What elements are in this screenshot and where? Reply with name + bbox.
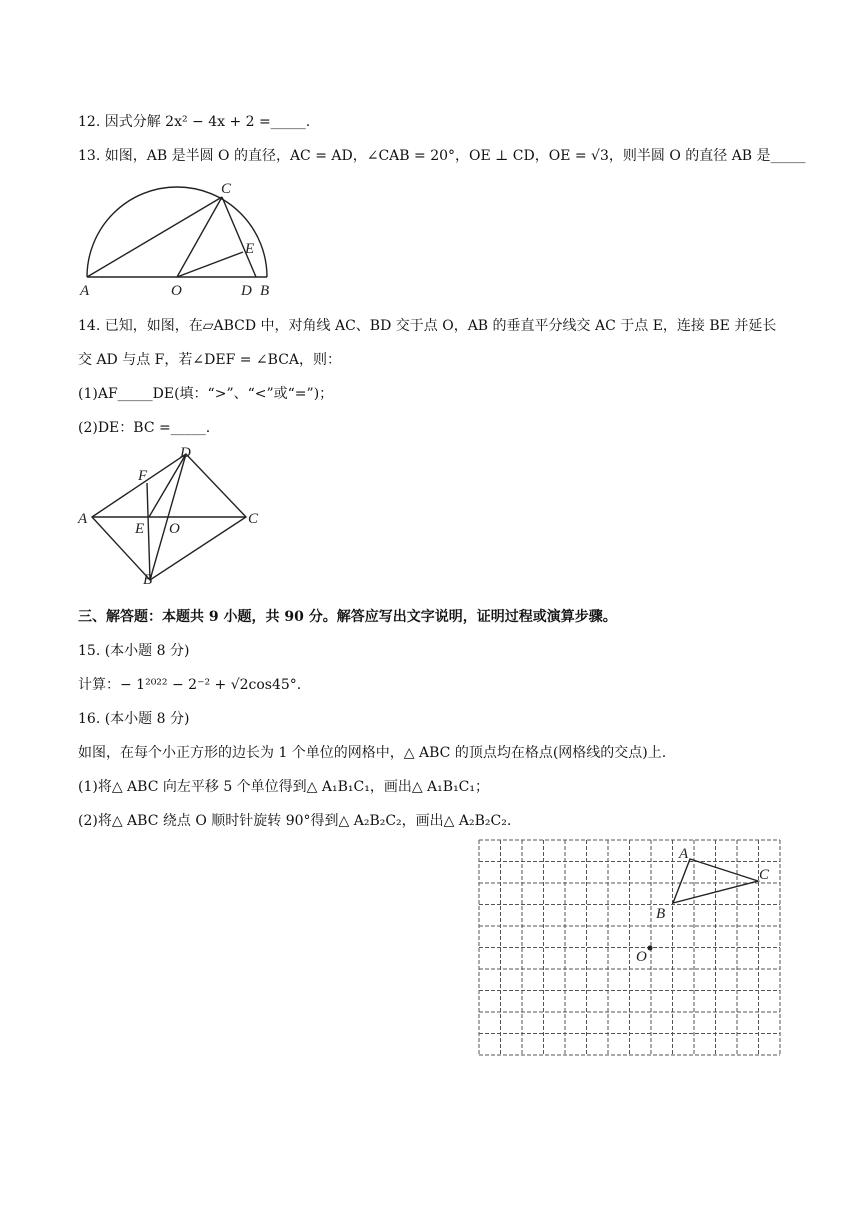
figure-14-parallelogram	[76, 442, 276, 584]
point-label-D: D	[180, 445, 191, 461]
question-16-part-1: (1)将△ ABC 向左平移 5 个单位得到△ A₁B₁C₁，画出△ A₁B₁C₁；	[78, 779, 490, 795]
semicircle-arc	[87, 187, 267, 277]
question-14-line-1: 14. 已知，如图，在▱ABCD 中，对角线 AC、BD 交于点 O，AB 的垂直平分线交 AC 于点 E，连接 BE 并延长	[78, 318, 777, 334]
figure-16-grid	[476, 838, 782, 1058]
question-12: 12. 因式分解 2x² − 4x + 2 =_____.	[78, 114, 311, 130]
point-label-B: B	[143, 572, 153, 584]
point-label-C: C	[248, 511, 259, 527]
point-label-O: O	[169, 521, 180, 537]
point-label-E: E	[245, 241, 255, 257]
point-label-C: C	[221, 181, 232, 197]
segment-OC	[177, 197, 222, 277]
point-label-B: B	[260, 283, 270, 299]
segment-DE	[149, 454, 186, 517]
point-label-E: E	[135, 521, 145, 537]
section-3-heading: 三、解答题：本题共 9 小题，共 90 分。解答应写出文字说明，证明过程或演算步骤。	[78, 609, 617, 625]
point-label-O: O	[636, 949, 647, 965]
point-O-dot	[648, 946, 653, 951]
question-15-body: 计算：− 1²⁰²² − 2⁻² + √2cos45°.	[78, 677, 302, 693]
question-13: 13. 如图，AB 是半圆 O 的直径，AC = AD，∠CAB = 20°，OE ⊥ CD，OE = √3，则半圆 O 的直径 AB 是_____	[78, 148, 806, 164]
figure-13-semicircle	[76, 176, 286, 302]
point-label-D: D	[241, 283, 252, 299]
question-14-part-1: (1)AF_____DE(填：“>”、“<”或“=”)；	[78, 386, 334, 402]
segment-AC	[87, 197, 222, 277]
point-label-O: O	[171, 283, 182, 299]
question-16-part-2: (2)将△ ABC 绕点 O 顺时针旋转 90°得到△ A₂B₂C₂，画出△ A₂B₂C₂.	[78, 813, 512, 829]
point-label-A: A	[80, 283, 90, 299]
question-15-heading: 15. (本小题 8 分)	[78, 643, 190, 659]
point-label-A: A	[78, 511, 88, 527]
point-label-C: C	[759, 867, 770, 883]
segment-CD	[222, 197, 256, 277]
segment-BF	[147, 483, 150, 580]
point-label-F: F	[138, 468, 148, 484]
point-label-A: A	[679, 846, 689, 862]
segment-OE	[177, 252, 243, 277]
question-16-heading: 16. (本小题 8 分)	[78, 711, 190, 727]
question-14-line-2: 交 AD 与点 F，若∠DEF = ∠BCA，则：	[78, 352, 342, 368]
question-14-part-2: (2)DE：BC =_____.	[78, 420, 211, 436]
question-16-body: 如图，在每个小正方形的边长为 1 个单位的网格中，△ ABC 的顶点均在格点(网格线的交点)上.	[78, 745, 667, 761]
point-label-B: B	[656, 906, 666, 922]
